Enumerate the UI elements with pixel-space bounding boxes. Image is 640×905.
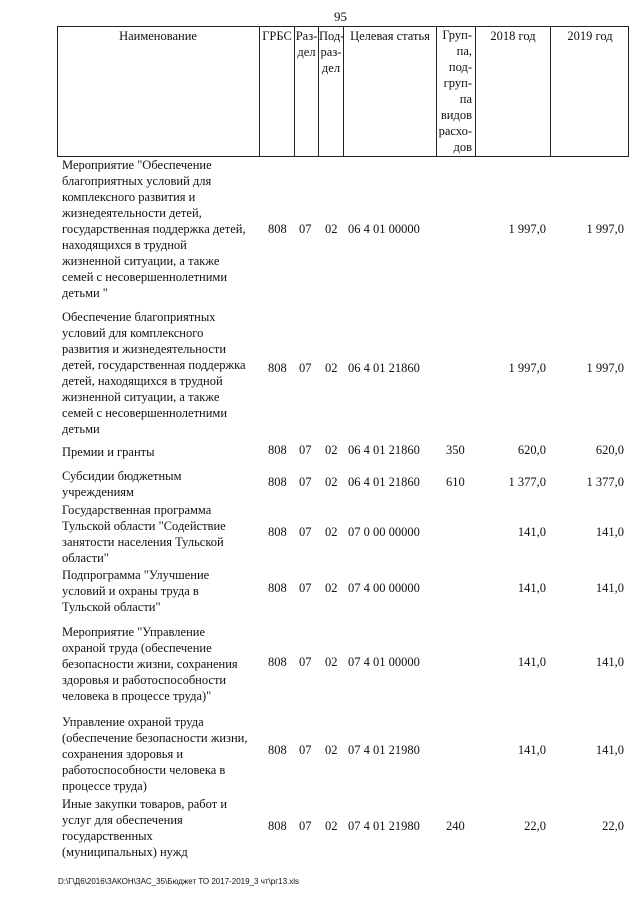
- row-amount-2018: 1 997,0: [508, 361, 546, 375]
- header-grbs: ГРБС: [260, 27, 295, 157]
- row-podrazdel: 02: [325, 819, 338, 833]
- row-podrazdel: 02: [325, 525, 338, 539]
- row-target-article: 06 4 01 21860: [348, 475, 420, 489]
- row-target-article: 07 4 01 00000: [348, 655, 420, 669]
- row-razdel: 07: [299, 743, 312, 757]
- row-name-line: детьми: [62, 422, 100, 436]
- row-podrazdel: 02: [325, 743, 338, 757]
- row-name-line: сохранения здоровья и: [62, 747, 184, 761]
- header-group-line: видов: [440, 108, 472, 122]
- row-name-line: жизненной ситуации, а также: [62, 254, 220, 268]
- row-grbs: 808: [268, 475, 287, 489]
- header-razdel-line: дел: [297, 45, 316, 59]
- row-name-line: благоприятных условий для: [62, 174, 212, 188]
- row-name: [62, 502, 262, 566]
- row-name-line: (обеспечение безопасности жизни,: [62, 731, 248, 745]
- row-target-article: 07 4 01 21980: [348, 819, 420, 833]
- header-podrazdel-line: Под-: [319, 29, 345, 43]
- header-group-line: дов: [453, 140, 472, 154]
- row-name: [62, 714, 262, 794]
- row-name-line: комплексного развития и: [62, 190, 196, 204]
- row-razdel: 07: [299, 819, 312, 833]
- row-grbs: 808: [268, 525, 287, 539]
- row-target-article: 07 4 00 00000: [348, 581, 420, 595]
- row-grbs: 808: [268, 819, 287, 833]
- header-podrazdel-line: дел: [321, 61, 341, 75]
- row-name-line: человека в процессе труда)": [62, 689, 212, 703]
- row-podrazdel: 02: [325, 361, 338, 375]
- row-name-line: находящихся в трудной: [62, 238, 187, 252]
- row-target-article: 07 0 00 00000: [348, 525, 420, 539]
- row-name-line: жизнедеятельности детей,: [62, 206, 202, 220]
- row-target-article: 06 4 01 21860: [348, 361, 420, 375]
- row-name: [62, 567, 262, 615]
- row-razdel: 07: [299, 443, 312, 457]
- row-name-line: Тульской области "Содействие: [62, 519, 226, 533]
- row-name: [62, 624, 262, 704]
- row-amount-2018: 141,0: [517, 525, 546, 539]
- header-podrazdel: [319, 27, 344, 157]
- file-path: D:\Г\Д6\2016\ЗАКОН\ЗАС_35\Бюджет ТО 2017-2019_3 чт\рг13.xls: [58, 877, 300, 886]
- header-group-line: расхо-: [438, 124, 472, 138]
- row-name-line: учреждениям: [62, 485, 134, 499]
- row-name-line: процессе труда): [62, 779, 147, 793]
- row-name-line: Тульской области": [62, 600, 161, 614]
- row-name-line: детей, находящихся в трудной: [62, 374, 223, 388]
- row-name-line: работоспособности человека в: [62, 763, 226, 777]
- row-amount-2018: 1 377,0: [508, 475, 546, 489]
- row-razdel: 07: [299, 655, 312, 669]
- row-target-article: 07 4 01 21980: [348, 743, 420, 757]
- row-razdel: 07: [299, 581, 312, 595]
- row-name-line: Премии и гранты: [62, 445, 155, 459]
- header-group-line: Груп-: [442, 28, 472, 42]
- row-grbs: 808: [268, 361, 287, 375]
- row-name-line: здоровья и работоспособности: [62, 673, 227, 687]
- row-expense-group: 240: [446, 819, 465, 833]
- row-name-line: условий для комплексного: [62, 326, 204, 340]
- row-name-line: детьми ": [62, 286, 108, 300]
- row-name: [62, 796, 262, 860]
- row-podrazdel: 02: [325, 475, 338, 489]
- row-razdel: 07: [299, 361, 312, 375]
- row-grbs: 808: [268, 581, 287, 595]
- row-name-line: занятости населения Тульской: [62, 535, 224, 549]
- row-name-line: охраной труда (обеспечение: [62, 641, 212, 655]
- row-expense-group: 610: [446, 475, 465, 489]
- page-number: 95: [334, 9, 347, 24]
- row-name-line: семей с несовершеннолетними: [62, 406, 228, 420]
- row-name-line: (муниципальных) нужд: [62, 845, 188, 859]
- row-name: [62, 157, 262, 301]
- row-amount-2018: 141,0: [517, 743, 546, 757]
- row-target-article: 06 4 01 00000: [348, 222, 420, 236]
- header-target-article: Целевая статья: [344, 27, 437, 157]
- header-group-line: груп-: [443, 76, 472, 90]
- row-name-line: детей, государственная поддержка: [62, 358, 246, 372]
- row-name-line: услуг для обеспечения: [62, 813, 183, 827]
- row-grbs: 808: [268, 743, 287, 757]
- row-name-line: области": [62, 551, 109, 565]
- row-razdel: 07: [299, 475, 312, 489]
- row-name-line: Управление охраной труда: [62, 715, 204, 729]
- row-target-article: 06 4 01 21860: [348, 443, 420, 457]
- row-amount-2019: 620,0: [595, 443, 624, 457]
- header-razdel-line: Раз-: [295, 29, 318, 43]
- row-amount-2018: 1 997,0: [508, 222, 546, 236]
- row-amount-2019: 1 997,0: [586, 222, 624, 236]
- row-amount-2018: 141,0: [517, 655, 546, 669]
- row-razdel: 07: [299, 525, 312, 539]
- row-name-line: государственная поддержка детей,: [62, 222, 246, 236]
- row-name-line: Обеспечение благоприятных: [62, 310, 216, 324]
- row-podrazdel: 02: [325, 655, 338, 669]
- row-podrazdel: 02: [325, 581, 338, 595]
- row-name-line: Субсидии бюджетным: [62, 469, 182, 483]
- header-name: Наименование: [57, 27, 260, 157]
- row-name-line: развития и жизнедеятельности: [62, 342, 227, 356]
- row-expense-group: 350: [446, 443, 465, 457]
- row-grbs: 808: [268, 443, 287, 457]
- row-amount-2019: 141,0: [595, 743, 624, 757]
- row-amount-2019: 1 997,0: [586, 361, 624, 375]
- row-podrazdel: 02: [325, 443, 338, 457]
- row-name-line: Подпрограмма "Улучшение: [62, 568, 210, 582]
- row-amount-2018: 22,0: [524, 819, 546, 833]
- row-amount-2018: 620,0: [517, 443, 546, 457]
- row-name-line: жизненной ситуации, а также: [62, 390, 220, 404]
- row-name-line: условий и охраны труда в: [62, 584, 199, 598]
- row-amount-2019: 22,0: [602, 819, 624, 833]
- row-name: [62, 309, 262, 437]
- header-2019: 2019 год: [567, 29, 613, 43]
- row-name-line: семей с несовершеннолетними: [62, 270, 228, 284]
- header-group-line: па,: [456, 44, 472, 58]
- row-amount-2019: 141,0: [595, 655, 624, 669]
- row-name: [62, 468, 262, 500]
- row-name-line: Государственная программа: [62, 503, 212, 517]
- row-name-line: Иные закупки товаров, работ и: [62, 797, 228, 811]
- header-expense-group: [437, 27, 476, 157]
- row-name-line: государственных: [62, 829, 153, 843]
- row-amount-2019: 141,0: [595, 525, 624, 539]
- header-group-line: па: [459, 92, 472, 106]
- row-razdel: 07: [299, 222, 312, 236]
- row-grbs: 808: [268, 655, 287, 669]
- row-name-line: Мероприятие "Управление: [62, 625, 205, 639]
- header-podrazdel-line: раз-: [320, 45, 342, 59]
- row-amount-2019: 141,0: [595, 581, 624, 595]
- header-group-line: под-: [448, 60, 472, 74]
- row-podrazdel: 02: [325, 222, 338, 236]
- header-2018: 2018 год: [476, 27, 551, 157]
- row-name: [62, 444, 262, 460]
- row-amount-2019: 1 377,0: [586, 475, 624, 489]
- row-name-line: безопасности жизни, сохранения: [62, 657, 238, 671]
- row-name-line: Мероприятие "Обеспечение: [62, 158, 212, 172]
- header-razdel: [295, 27, 319, 157]
- row-grbs: 808: [268, 222, 287, 236]
- row-amount-2018: 141,0: [517, 581, 546, 595]
